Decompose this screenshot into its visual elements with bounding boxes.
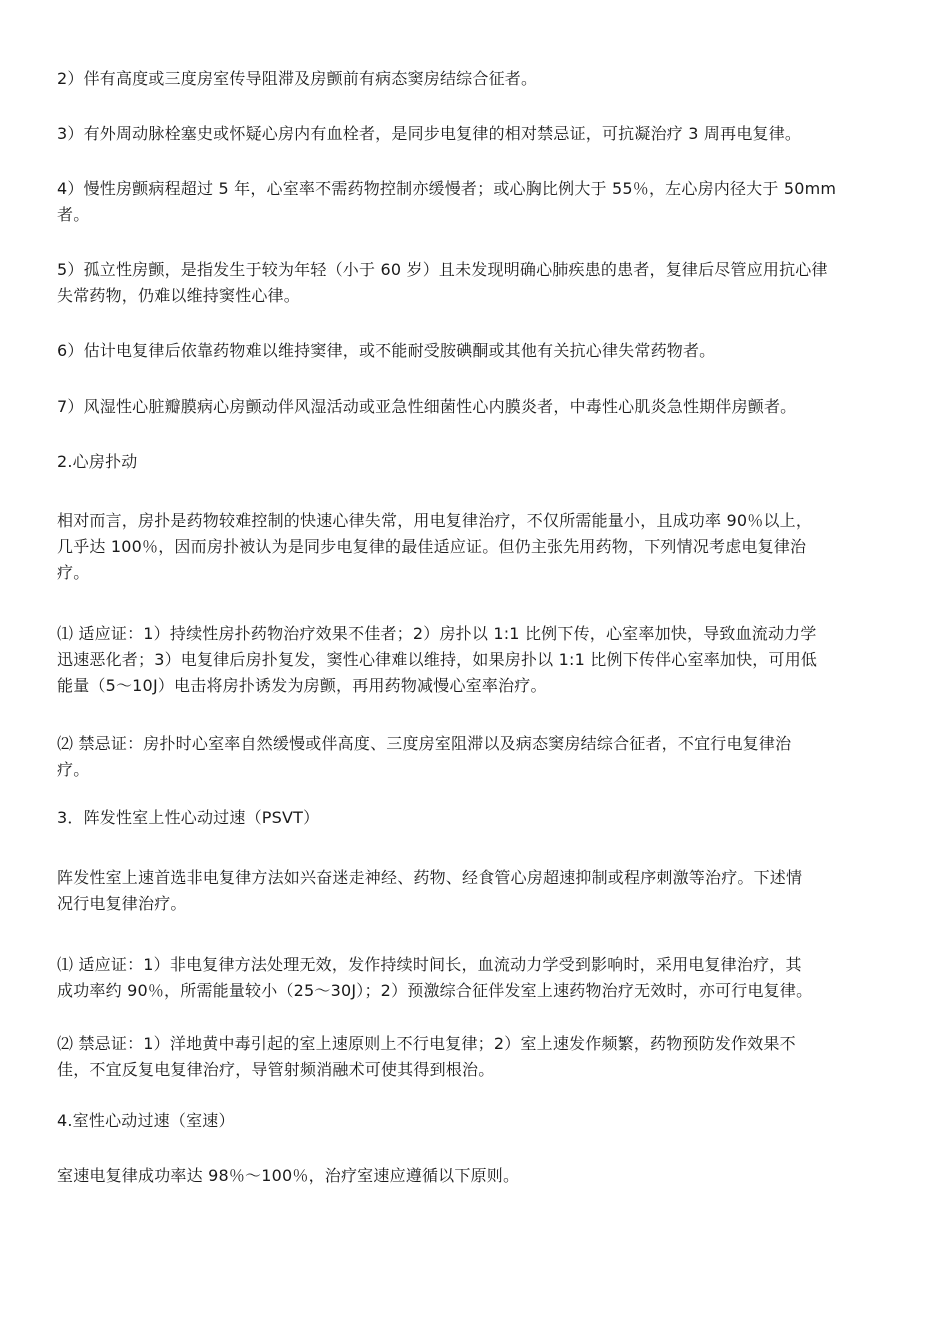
list-item-2 [57,66,887,92]
text-line: ⑵ 禁忌证：房扑时心室率自然缓慢或伴高度、三度房室阻滞以及病态窦房结综合征者，不宜行电复律治 [57,734,792,753]
paragraph-flutter-indications [57,621,887,699]
heading-text: 4.室性心动过速（室速） [57,1111,235,1130]
text-line: 6）估计电复律后依靠药物难以维持窦律，或不能耐受胺碘酮或其他有关抗心律失常药物者。 [57,341,716,360]
paragraph-psvt-indications [57,952,887,1004]
text-line: 迅速恶化者；3）电复律后房扑复发，窦性心律难以维持，如果房扑以 1:1 比例下传伴心室率加快，可用低 [57,650,818,669]
text-line: 2）伴有高度或三度房室传导阻滞及房颤前有病态窦房结综合征者。 [57,69,538,88]
list-item-4 [57,176,887,228]
text-line: 几乎达 100％，因而房扑被认为是同步电复律的最佳适应证。但仍主张先用药物，下列情况考虑电复律治 [57,537,807,556]
list-item-7 [57,394,887,420]
text-line: 成功率约 90％，所需能量较小（25～30J）；2）预激综合征伴发室上速药物治疗无效时，亦可行电复律。 [57,981,813,1000]
section-heading-ventricular-tachycardia [57,1108,887,1134]
section-heading-atrial-flutter [57,449,887,475]
text-line: 3）有外周动脉栓塞史或怀疑心房内有血栓者，是同步电复律的相对禁忌证，可抗凝治疗 3 周再电复律。 [57,124,802,143]
text-line: ⑴ 适应证：1）持续性房扑药物治疗效果不佳者；2）房扑以 1:1 比例下传，心室率加快，导致血流动力学 [57,624,817,643]
text-line: 7）风湿性心脏瓣膜病心房颤动伴风湿活动或亚急性细菌性心内膜炎者，中毒性心肌炎急性期伴房颤者。 [57,397,797,416]
text-line: 相对而言，房扑是药物较难控制的快速心律失常，用电复律治疗，不仅所需能量小，且成功率 90％以上， [57,511,813,530]
text-line: 者。 [57,205,90,224]
heading-text: 2.心房扑动 [57,452,138,471]
text-line: ⑴ 适应证：1）非电复律方法处理无效，发作持续时间长，血流动力学受到影响时，采用电复律治疗，其 [57,955,802,974]
paragraph-flutter-intro [57,508,887,586]
heading-text: 3．阵发性室上性心动过速（PSVT） [57,808,320,827]
text-line: 5）孤立性房颤，是指发生于较为年轻（小于 60 岁）且未发现明确心肺疾患的患者，复律后尽管应用抗心律 [57,260,828,279]
text-line: 失常药物，仍难以维持窦性心律。 [57,286,301,305]
text-line: 4）慢性房颤病程超过 5 年，心室率不需药物控制亦缓慢者；或心胸比例大于 55％，左心房内径大于 50mm [57,179,837,198]
text-line: 室速电复律成功率达 98％～100％，治疗室速应遵循以下原则。 [57,1166,520,1185]
paragraph-psvt-intro [57,865,887,917]
text-line: 疗。 [57,760,90,779]
text-line: 能量（5～10J）电击将房扑诱发为房颤，再用药物减慢心室率治疗。 [57,676,547,695]
text-line: 阵发性室上速首选非电复律方法如兴奋迷走神经、药物、经食管心房超速抑制或程序刺激等治疗。下述情 [57,868,803,887]
text-line: 疗。 [57,563,90,582]
text-line: 佳，不宜反复电复律治疗，导管射频消融术可使其得到根治。 [57,1060,495,1079]
paragraph-vt-intro [57,1163,887,1189]
section-heading-psvt [57,805,887,831]
paragraph-psvt-contraindications [57,1031,887,1083]
text-line: 况行电复律治疗。 [57,894,187,913]
list-item-6 [57,338,887,364]
text-line: ⑵ 禁忌证：1）洋地黄中毒引起的室上速原则上不行电复律；2）室上速发作频繁，药物预防发作效果不 [57,1034,796,1053]
list-item-5 [57,257,887,309]
paragraph-flutter-contraindications [57,731,887,783]
list-item-3 [57,121,887,147]
